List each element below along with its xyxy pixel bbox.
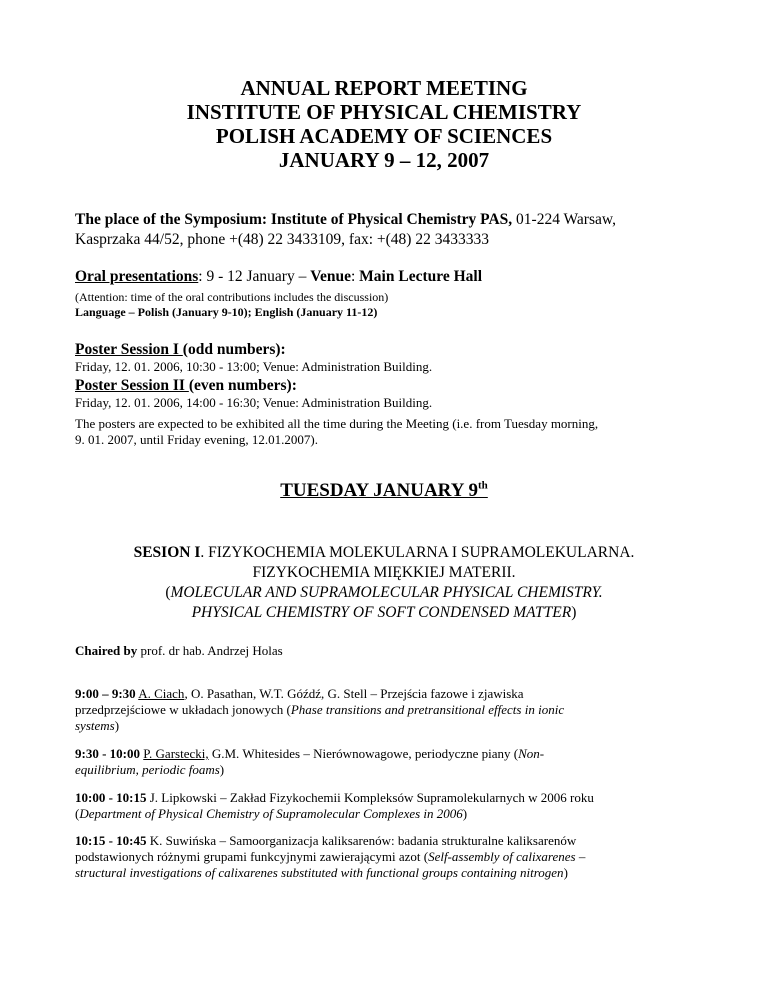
poster2-paren: (even numbers): [188,377,297,394]
oral-presentations [75,267,715,287]
venue-paragraph [75,210,715,250]
session-line-4: PHYSICAL CHEMISTRY OF SOFT CONDENSED MATTER [191,604,572,621]
poster1-label: Poster Session I [75,341,183,358]
talk-title-en: Self-assembly of calixarenes – [428,849,586,864]
talk-authors: , O. Pasathan, W.T. Góźdź, G. Stell – Przejścia fazowe i zjawiska [184,686,524,701]
oral-note: (Attention: time of the oral contributions includes the discussion) [75,290,389,304]
oral-venue-sep: : [350,268,360,285]
talk-item [75,790,715,822]
talk-title-pl: przedprzejściowe w układach jonowych ( [75,702,291,717]
session-heading [0,543,768,623]
talk-presenter: P. Garstecki, [143,746,209,761]
talk-time: 9:00 – 9:30 [75,686,136,701]
title-line-2: INSTITUTE OF PHYSICAL CHEMISTRY [186,100,582,124]
session-line-3: MOLECULAR AND SUPRAMOLECULAR PHYSICAL CHEMISTRY. [170,584,603,601]
talk-title-en-cont: structural investigations of calixarenes substituted with functional groups containing nitrogen [75,865,564,880]
oral-label: Oral presentations [75,268,199,285]
talk-authors: J. Lipkowski – Zakład Fizykochemii Kompleksów Supramolekularnych w 2006 roku [146,790,594,805]
posters-note [75,416,715,448]
meeting-title [0,76,768,172]
talk-title-pl: podstawionych różnymi grupami funkcyjnymi zawierającymi azot ( [75,849,429,864]
venue-address-1: 01-224 Warsaw, [512,211,616,228]
posters-note-line-2: 9. 01. 2007, until Friday evening, 12.01.2007). [75,432,319,447]
poster-session-2 [75,376,715,396]
talk-item [75,746,715,778]
poster-session-1 [75,340,715,360]
session-open-paren: ( [165,584,171,601]
day-title: TUESDAY JANUARY 9 [280,480,479,502]
session-line-2: FIZYKOCHEMIA MIĘKKIEJ MATERII. [252,564,516,581]
oral-venue-label: Venue [310,268,351,285]
talk-item [75,833,715,881]
title-line-1: ANNUAL REPORT MEETING [240,76,528,100]
chair-line [75,643,715,659]
talk-time: 10:15 - 10:45 [75,833,147,848]
talk-open-paren: ( [75,806,80,821]
poster2-info: Friday, 12. 01. 2006, 14:00 - 16:30; Venue: Administration Building. [75,395,433,410]
oral-venue: Main Lecture Hall [359,268,483,285]
talk-time: 9:30 - 10:00 [75,746,140,761]
poster1-paren: (odd numbers): [182,341,286,358]
talk-title-en: Department of Physical Chemistry of Supramolecular Complexes in 2006 [79,806,463,821]
chair-label: Chaired by [75,643,138,658]
chair-name: prof. dr hab. Andrzej Holas [137,643,283,658]
talk-title-en-cont: equilibrium, periodic foams [75,762,220,777]
session-label: SESION I [133,544,201,561]
day-heading [0,480,768,502]
talk-authors: K. Suwińska – Samoorganizacja kaliksarenów: badania strukturalne kaliksarenów [146,833,577,848]
venue-label: The place of the Symposium: Institute of Physical Chemistry PAS, [75,211,513,228]
day-suffix: th [478,480,488,492]
title-line-3: POLISH ACADEMY OF SCIENCES [215,124,553,148]
talk-title-en: Non- [518,746,545,761]
session-close-paren: ) [571,604,577,621]
venue-address-2: Kasprzaka 44/52, phone +(48) 22 3433109, fax: +(48) 22 3433333 [75,231,489,248]
talk-title-en: Phase transitions and pretransitional effects in ionic [290,702,565,717]
talk-close-paren: ) [114,718,120,733]
talk-authors: G.M. Whitesides – Nierównowagowe, periodyczne piany ( [208,746,519,761]
session-line-1: . FIZYKOCHEMIA MOLEKULARNA I SUPRAMOLEKULARNA. [200,544,635,561]
talk-close-paren: ) [563,865,568,880]
title-line-4: JANUARY 9 – 12, 2007 [278,148,490,172]
posters-note-line-1: The posters are expected to be exhibited all the time during the Meeting (i.e. from Tuesday morning, [75,416,599,431]
poster1-info: Friday, 12. 01. 2006, 10:30 - 13:00; Venue: Administration Building. [75,359,433,374]
talk-presenter: A. Ciach [138,686,185,701]
language-note: Language – Polish (January 9-10); English (January 11-12) [75,305,378,319]
talk-item [75,686,715,734]
oral-dates: : 9 - 12 January – [198,268,311,285]
talk-close-paren: ) [219,762,225,777]
talk-time: 10:00 - 10:15 [75,790,147,805]
talk-close-paren: ) [462,806,468,821]
poster2-label: Poster Session II [75,377,189,394]
talk-title-en-cont: systems [75,718,115,733]
